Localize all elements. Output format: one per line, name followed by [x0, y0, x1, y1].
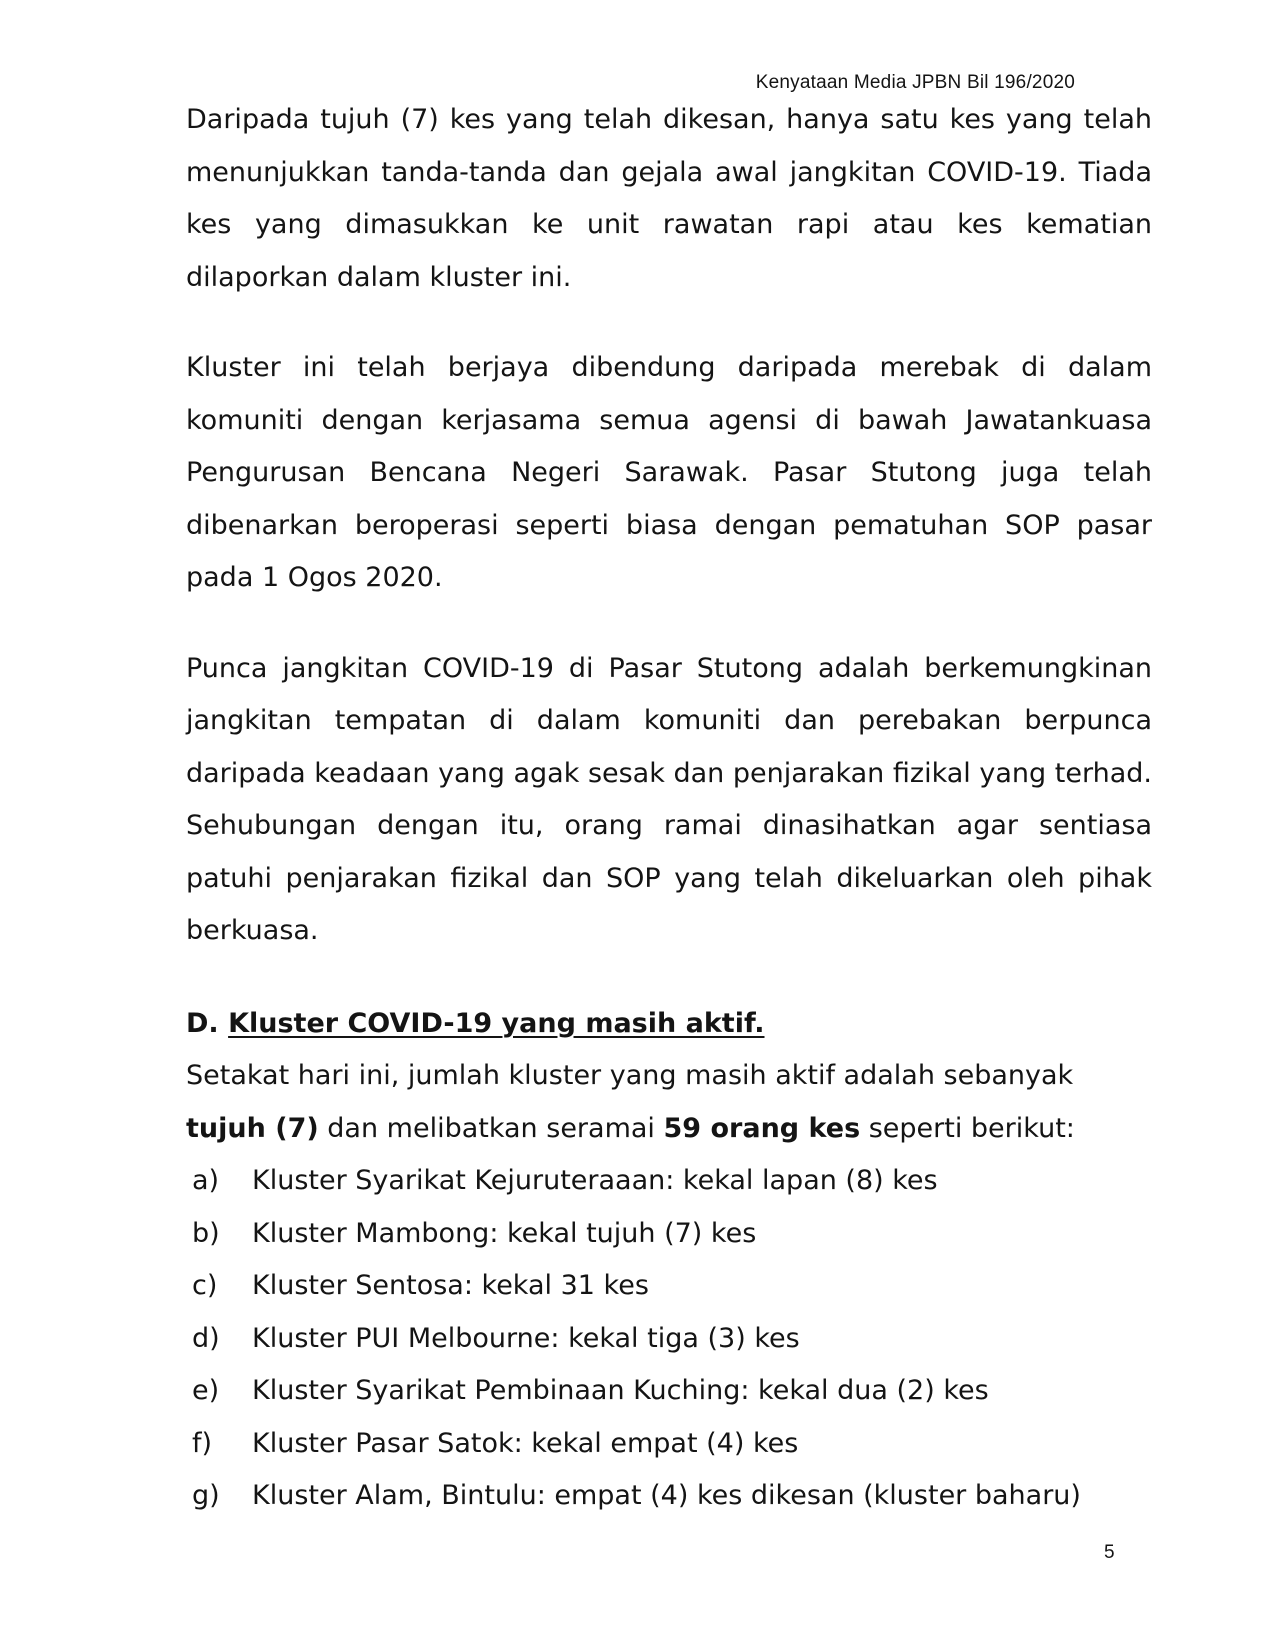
list-item-text: Kluster Alam, Bintulu: empat (4) kes dikesan (kluster baharu): [252, 1480, 1081, 1511]
list-marker: f): [192, 1427, 213, 1459]
list-marker: d): [192, 1322, 220, 1354]
section-heading: [186, 998, 1152, 1051]
list-item: [186, 1155, 1152, 1208]
page-header: Kenyataan Media JPBN Bil 196/2020: [755, 72, 1075, 93]
list-marker: c): [192, 1270, 218, 1301]
intro-text: seperti berikut:: [860, 1112, 1075, 1144]
intro-bold-count: tujuh (7): [186, 1112, 319, 1144]
list-item-text: Kluster Mambong: kekal tujuh (7) kes: [252, 1217, 757, 1249]
list-item: [186, 1208, 1152, 1261]
intro-bold-cases: 59 orang kes: [663, 1112, 861, 1144]
document-body: [186, 94, 1152, 1523]
paragraph: Kluster ini telah berjaya dibendung daripada merebak di dalam komuniti dengan kerjasama semua agensi di bawah Jawatankuasa Pengurusan Bencana Negeri Sarawak. Pasar Stutong juga telah dibenarkan beroperasi seperti biasa dengan pematuhan SOP pasar pada 1 Ogos 2020.: [186, 352, 1152, 593]
paragraph: Punca jangkitan COVID-19 di Pasar Stutong adalah berkemungkinan jangkitan tempatan di dalam komuniti dan perebakan berpunca daripada keadaan yang agak sesak dan penjarakan fizikal yang terhad. Sehubungan dengan itu, orang ramai dinasihatkan agar sentiasa patuhi penjarakan fizikal dan SOP yang telah dikeluarkan oleh pihak berkuasa.: [186, 652, 1152, 946]
list-item: [186, 1470, 1152, 1523]
intro-text: dan melibatkan seramai: [318, 1112, 664, 1144]
intro-text: Setakat hari ini, jumlah kluster yang masih aktif adalah sebanyak: [186, 1060, 1074, 1091]
page-number: 5: [1104, 1542, 1115, 1563]
list-item-text: Kluster Syarikat Kejuruteraaan: kekal lapan (8) kes: [252, 1165, 938, 1196]
list-item: [186, 1260, 1152, 1313]
list-item-text: Kluster Pasar Satok: kekal empat (4) kes: [252, 1427, 799, 1459]
list-item-text: Kluster Sentosa: kekal 31 kes: [252, 1270, 649, 1301]
section-intro: [186, 1050, 1152, 1155]
section-letter: D.: [186, 1007, 219, 1039]
list-item-text: Kluster Syarikat Pembinaan Kuching: kekal dua (2) kes: [252, 1375, 989, 1406]
list-marker: b): [192, 1217, 220, 1249]
list-item-text: Kluster PUI Melbourne: kekal tiga (3) kes: [252, 1322, 800, 1354]
section-title: Kluster COVID-19 yang masih aktif.: [228, 1007, 765, 1039]
list-item: [186, 1418, 1152, 1471]
paragraph: Daripada tujuh (7) kes yang telah dikesan, hanya satu kes yang telah menunjukkan tanda-tanda dan gejala awal jangkitan COVID-19. Tiada kes yang dimasukkan ke unit rawatan rapi atau kes kematian dilaporkan dalam kluster ini.: [186, 104, 1152, 293]
list-item: [186, 1365, 1152, 1418]
cluster-list: [186, 1155, 1152, 1523]
list-marker: g): [192, 1480, 220, 1511]
list-marker: a): [192, 1165, 220, 1196]
list-item: [186, 1313, 1152, 1366]
list-marker: e): [192, 1375, 220, 1406]
